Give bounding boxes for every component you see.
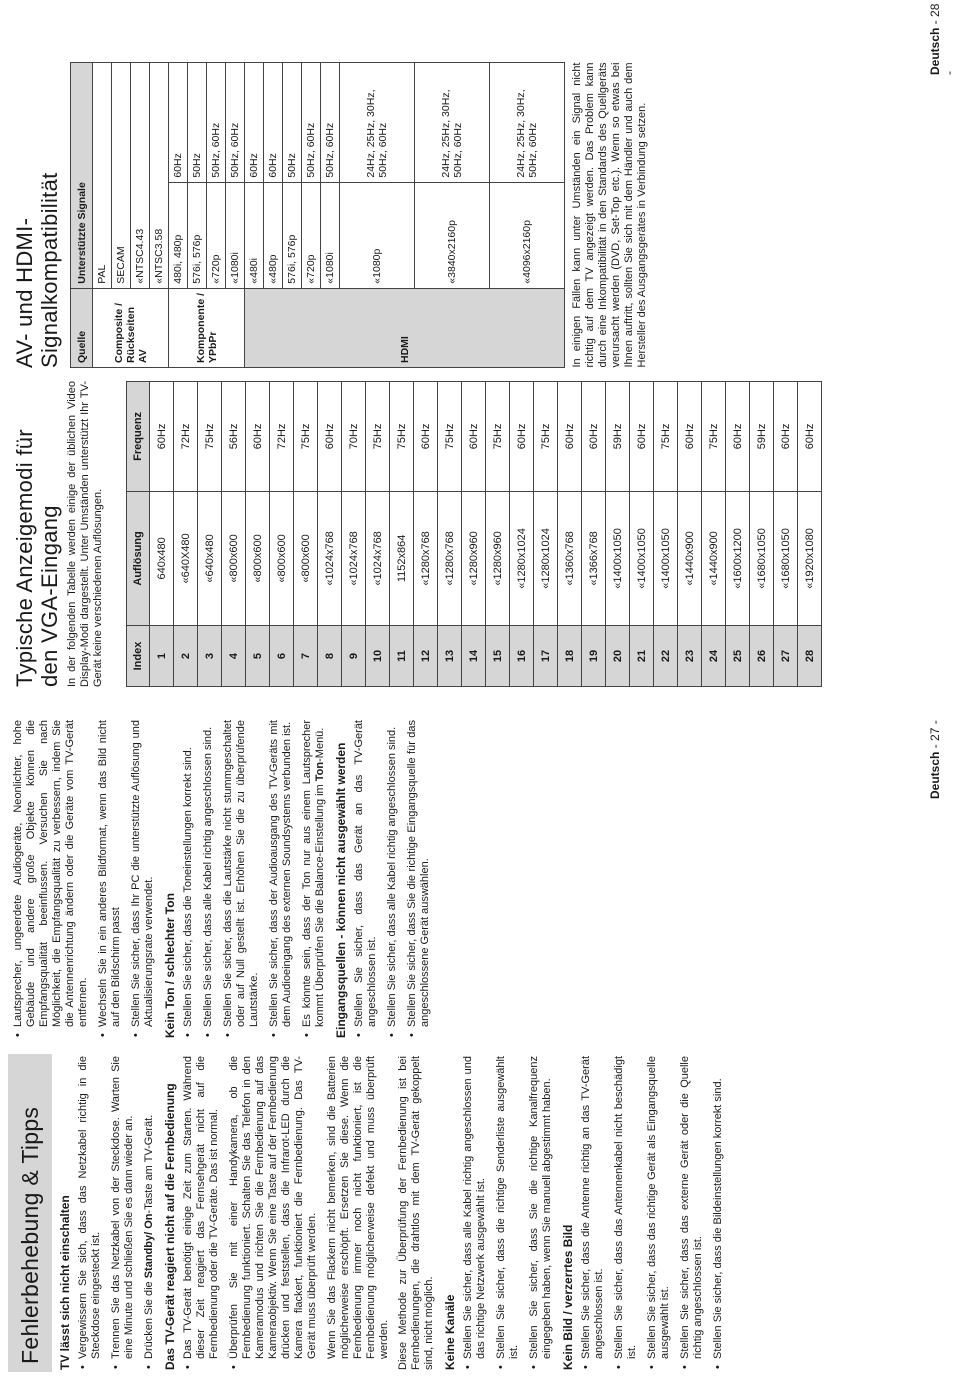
- cell-signal: SECAM: [112, 63, 131, 289]
- cell-frequency: 75Hz: [390, 382, 414, 492]
- text: -Menü.: [314, 727, 326, 762]
- cell-frequency: 56Hz: [222, 382, 246, 492]
- list-item: • Stellen Sie sicher, dass Sie die richtige Kanalfrequenz eingegeben haben, wenn Sie manuell abgestimmt haben.: [528, 1056, 554, 1370]
- cell-frequency: 24Hz, 25Hz, 30Hz, 50Hz, 60Hz: [490, 63, 565, 183]
- cell-frequency: 75Hz: [294, 382, 318, 492]
- page-number-28: [928, 0, 956, 75]
- list-item: • Stellen Sie sicher, dass der Audioausgang des TV-Geräts mit dem Audioeingang des externen Soundsystems verbunden ist.: [268, 720, 294, 1038]
- cell-index: 3: [198, 626, 222, 687]
- cell-frequency: 72Hz: [174, 382, 198, 492]
- table-row: [318, 382, 342, 687]
- list-item: • Stellen Sie sicher, dass das externe Gerät oder die Quelle richtig angeschlossen ist.: [679, 1056, 705, 1370]
- table-header-row: [127, 382, 150, 687]
- table-row: [93, 63, 112, 368]
- footer-page: - 27 -: [928, 720, 942, 749]
- list-item: [143, 1056, 156, 1370]
- cell-resolution: «1280x1024: [510, 491, 534, 625]
- cell-index: 20: [606, 626, 630, 687]
- cell-resolution: «640x480: [198, 491, 222, 625]
- cell-frequency: 60Hz: [798, 382, 822, 492]
- cell-frequency: 60Hz: [582, 382, 606, 492]
- cell-resolution: «800x600: [246, 491, 270, 625]
- table-row: [630, 382, 654, 687]
- table-row: [366, 382, 390, 687]
- cell-index: 2: [174, 626, 198, 687]
- cell-resolution: «1440x900: [702, 491, 726, 625]
- list-item: • Stellen Sie sicher, dass alle Kabel richtig angeschlossen sind.: [202, 720, 215, 1038]
- list-item: • Stellen Sie sicher, dass das richtige Gerät als Eingangsquelle ausgewählt ist.: [646, 1056, 672, 1370]
- standby-key-label: Standby/ On: [143, 1213, 155, 1279]
- cell-mode: «3840x2160p: [415, 182, 490, 288]
- list-item: • Stellen Sie sicher, dass alle Kabel richtig angeschlossen und das richtige Netzwerk ausgewählt ist.: [462, 1056, 488, 1370]
- cell-resolution: «1280x960: [462, 491, 486, 625]
- cell-mode: «1080i: [321, 182, 340, 288]
- cell-frequency: 75Hz: [366, 382, 390, 492]
- list-item: • Wechseln Sie in ein anderes Bildformat, wenn das Bild nicht auf den Bildschirm passt: [97, 720, 123, 1038]
- table-row: [582, 382, 606, 687]
- list-no-picture: [580, 1056, 725, 1370]
- cell-index: 1: [150, 626, 174, 687]
- list-item: • Stellen Sie sicher, dass die Lautstärke nicht stummgeschaltet oder auf Null gestellt ist. Erhöhen Sie die zu überprüfende Lautstärke.: [222, 720, 261, 1038]
- cell-resolution: «1440x900: [678, 491, 702, 625]
- cell-frequency: 60Hz: [264, 63, 283, 183]
- text: Es könnte sein, dass der Ton nur aus einem Lautsprecher kommt Überprüfen Sie die Balance-Einstellung im: [301, 720, 326, 1027]
- table-row: [678, 382, 702, 687]
- source-composite: Composite / Rückseiten AV: [93, 288, 169, 367]
- cell-frequency: 60Hz: [774, 382, 798, 492]
- cell-index: 23: [678, 626, 702, 687]
- troubleshooting-column-1: [58, 1056, 732, 1370]
- column-header-index: Index: [127, 626, 150, 687]
- list-remote: [182, 1056, 319, 1370]
- cell-mode: «4096x2160p: [490, 182, 565, 288]
- table-row: [558, 382, 582, 687]
- cell-frequency: 59Hz: [750, 382, 774, 492]
- table-row: [246, 382, 270, 687]
- source-hdmi: HDMI: [245, 288, 565, 367]
- paragraph: Wenn Sie das Flackern nicht bemerken, sind die Batterien möglicherweise erschöpft. Ersetzen Sie diese. Wenn die Fernbedienung immer noch nicht funktioniert, ist die Fernbedienung möglicherweise defekt und muss überprüft werden.: [326, 1056, 390, 1359]
- list-item: • Stellen Sie sicher, dass die Antenne richtig an das TV-Gerät angeschlossen ist.: [580, 1056, 606, 1370]
- cell-frequency: 75Hz: [486, 382, 510, 492]
- table-row: [438, 382, 462, 687]
- cell-resolution: «1366x768: [582, 491, 606, 625]
- cell-resolution: «1280x768: [438, 491, 462, 625]
- cell-resolution: «1400x1050: [606, 491, 630, 625]
- cell-frequency: 50Hz, 60Hz: [321, 63, 340, 183]
- cell-index: 21: [630, 626, 654, 687]
- text: Drücken Sie die: [143, 1278, 155, 1359]
- list-item: • Trennen Sie das Netzkabel von der Steckdose. Warten Sie eine Minute und schließen Sie es dann wieder an.: [110, 1056, 136, 1370]
- text: -Taste am TV-Gerät.: [143, 1114, 155, 1214]
- cell-frequency: 60Hz: [246, 382, 270, 492]
- source-component: Komponente / YPbPr: [169, 288, 245, 367]
- cell-frequency: 60Hz: [630, 382, 654, 492]
- av-hdmi-table: [70, 62, 649, 368]
- cell-frequency: 70Hz: [342, 382, 366, 492]
- cell-frequency: 60Hz: [414, 382, 438, 492]
- cell-index: 8: [318, 626, 342, 687]
- table-row: [606, 382, 630, 687]
- list-item: • Stellen Sie sicher, dass das Gerät an das TV-Gerät angeschlossen ist.: [353, 720, 379, 1038]
- table-row: [390, 382, 414, 687]
- cell-frequency: 50Hz, 60Hz: [302, 63, 321, 183]
- cell-frequency: 60Hz: [169, 63, 188, 183]
- list-input-sources: [353, 720, 432, 1038]
- cell-signal: «NTSC3.58: [150, 63, 169, 289]
- cell-frequency: 50Hz, 60Hz: [226, 63, 245, 183]
- vga-intro: In der folgenden Tabelle werden einige der üblichen Video Display-Modi dargestellt. Unter Umständen unterstützt Ihr TV-Gerät keine verschiedenen Auflösungen.: [66, 381, 104, 687]
- cell-resolution: «640X480: [174, 491, 198, 625]
- cell-index: 11: [390, 626, 414, 687]
- cell-resolution: «1280x960: [486, 491, 510, 625]
- list-item: • Überprüfen Sie mit einer Handykamera, ob die Fernbedienung funktioniert. Schalten Sie das Telefon in den Kameramodus und richten Sie die Fernbedienung auf das Kameraobjektiv. Wenn Sie eine Taste auf der Fernbedienung drücken und feststellen, dass die Infrarot-LED durch die Kamera flackert, funktioniert die Fernbedienung. Das TV-Gerät muss überprüft werden.: [228, 1056, 319, 1370]
- page-title: Fehlerbehebung & Tipps: [17, 1106, 43, 1364]
- cell-mode: 480i, 480p: [169, 182, 188, 288]
- cell-mode: «480i: [245, 182, 264, 288]
- cell-index: 22: [654, 626, 678, 687]
- table-row: [654, 382, 678, 687]
- cell-frequency: 60Hz: [318, 382, 342, 492]
- cell-index: 16: [510, 626, 534, 687]
- table-row: [294, 382, 318, 687]
- cell-index: 27: [774, 626, 798, 687]
- column-header-frequency: Frequenz: [127, 382, 150, 492]
- cell-resolution: «1680x1050: [774, 491, 798, 625]
- table-header-row: [71, 63, 93, 368]
- heading-no-sound: Kein Ton / schlechter Ton: [163, 893, 177, 1038]
- av-section-title: AV- und HDMI-Signalkompatibilität: [12, 172, 62, 368]
- list-reception: [12, 720, 156, 1038]
- cell-index: 7: [294, 626, 318, 687]
- cell-index: 10: [366, 626, 390, 687]
- cell-frequency: 60Hz: [678, 382, 702, 492]
- list-item: • Das TV-Gerät benötigt einige Zeit zum Starten. Während dieser Zeit reagiert das Fernsehgerät nicht auf die Fernbedienung oder die TV-Geräte. Das ist normal.: [182, 1056, 221, 1370]
- page-number-27: [928, 720, 942, 799]
- footer-language: Deutsch: [928, 27, 942, 75]
- table-row: [342, 382, 366, 687]
- list-no-channels: [462, 1056, 554, 1370]
- heading-no-picture: Kein Bild / verzerrtes Bild: [561, 1224, 575, 1370]
- table-row: [174, 382, 198, 687]
- cell-resolution: «1360x768: [558, 491, 582, 625]
- table-row: [750, 382, 774, 687]
- table-row: [565, 63, 650, 368]
- heading-input-sources: Eingangsquellen - können nicht ausgewählt werden: [334, 742, 348, 1038]
- cell-frequency: 50Hz: [283, 63, 302, 183]
- cell-index: 6: [270, 626, 294, 687]
- sound-menu-label: Ton: [314, 761, 326, 782]
- cell-index: 15: [486, 626, 510, 687]
- cell-frequency: 75Hz: [534, 382, 558, 492]
- column-header-source: Quelle: [71, 288, 93, 367]
- footer-language: Deutsch: [928, 751, 942, 799]
- cell-frequency: 60Hz: [245, 63, 264, 183]
- cell-frequency: 60Hz: [726, 382, 750, 492]
- cell-mode: «720p: [302, 182, 321, 288]
- table-row: [150, 382, 174, 687]
- cell-frequency: 75Hz: [654, 382, 678, 492]
- cell-index: 12: [414, 626, 438, 687]
- cell-index: 18: [558, 626, 582, 687]
- cell-index: 5: [246, 626, 270, 687]
- list-item: [301, 720, 327, 1038]
- table-row: [169, 63, 188, 368]
- vga-section-title: Typische Anzeigemodi für den VGA-Eingang: [12, 429, 62, 687]
- cell-signal: «NTSC4.43: [131, 63, 150, 289]
- cell-resolution: 1152x864: [390, 491, 414, 625]
- cell-frequency: 60Hz: [150, 382, 174, 492]
- cell-resolution: «1024x768: [366, 491, 390, 625]
- cell-index: 17: [534, 626, 558, 687]
- cell-index: 19: [582, 626, 606, 687]
- table-row: [414, 382, 438, 687]
- table-row: [702, 382, 726, 687]
- table-row: [510, 382, 534, 687]
- cell-mode: 576i, 576p: [283, 182, 302, 288]
- cell-mode: «1080p: [340, 182, 415, 288]
- table-row: [270, 382, 294, 687]
- paragraph: Diese Methode zur Überprüfung der Fernbedienung ist bei Fernbedienungen, die drahtlos mit dem TV-Gerät gekoppelt sind, nicht möglich.: [397, 1056, 435, 1370]
- cell-index: 9: [342, 626, 366, 687]
- av-table-body: [93, 63, 650, 368]
- cell-index: 4: [222, 626, 246, 687]
- cell-index: 13: [438, 626, 462, 687]
- list-item: • Stellen Sie sicher, dass alle Kabel richtig angeschlossen sind.: [386, 720, 399, 1038]
- cell-resolution: «1400x1050: [654, 491, 678, 625]
- column-header-resolution: Auflösung: [127, 491, 150, 625]
- cell-resolution: «800x600: [222, 491, 246, 625]
- list-no-power: [77, 1056, 156, 1370]
- list-item: • Stellen Sie sicher, dass die Toneinstellungen korrekt sind.: [182, 720, 195, 1038]
- table-row: [726, 382, 750, 687]
- table-row: [486, 382, 510, 687]
- cell-resolution: «1680x1050: [750, 491, 774, 625]
- cell-frequency: 60Hz: [462, 382, 486, 492]
- column-header-signals: Unterstützte Signale: [71, 63, 93, 289]
- cell-signal: PAL: [93, 63, 112, 289]
- page-title-band: [8, 1054, 52, 1372]
- list-item: • Stellen Sie sicher, dass das Antennenkabel nicht beschädigt ist.: [613, 1056, 639, 1370]
- heading-no-channels: Keine Kanäle: [443, 1294, 457, 1370]
- cell-mode: «720p: [207, 182, 226, 288]
- cell-frequency: 75Hz: [438, 382, 462, 492]
- page-27: [0, 690, 950, 1379]
- cell-frequency: 50Hz, 60Hz: [207, 63, 226, 183]
- cell-mode: «480p: [264, 182, 283, 288]
- cell-frequency: 72Hz: [270, 382, 294, 492]
- cell-resolution: «1400x1050: [630, 491, 654, 625]
- cell-mode: 576i, 576p: [188, 182, 207, 288]
- vga-table-body: [150, 382, 822, 687]
- cell-frequency: 24Hz, 25Hz, 30Hz, 50Hz, 60Hz: [415, 63, 490, 183]
- cell-resolution: «800x600: [270, 491, 294, 625]
- list-item: • Lautsprecher, ungeerdete Audiogeräte, Neonlichter, hohe Gebäude und andere große Objekte können die Empfangsqualität beeinflussen. Versuchen Sie nach Möglichkeit, die Empfangsqualität zu verbessern, indem Sie die Antennenrichtung ändern oder die Geräte vom TV-Gerät entfernen.: [12, 720, 90, 1038]
- cell-resolution: «1920x1080: [798, 491, 822, 625]
- table-row: [774, 382, 798, 687]
- table-row: [534, 382, 558, 687]
- table-row: [245, 63, 264, 368]
- list-item: • Stellen Sie sicher, dass die richtige Senderliste ausgewählt ist.: [495, 1056, 521, 1370]
- cell-frequency: 24Hz, 25Hz, 30Hz, 50Hz, 60Hz: [340, 63, 415, 183]
- cell-resolution: 640x480: [150, 491, 174, 625]
- cell-index: 25: [726, 626, 750, 687]
- cell-resolution: «800x600: [294, 491, 318, 625]
- cell-resolution: «1024x768: [342, 491, 366, 625]
- troubleshooting-column-2: [12, 720, 439, 1038]
- cell-resolution: «1280x1024: [534, 491, 558, 625]
- cell-frequency: 59Hz: [606, 382, 630, 492]
- table-row: [222, 382, 246, 687]
- list-item: • Stellen Sie sicher, dass Ihr PC die unterstützte Auflösung und Aktualisierungsrate verwendet.: [130, 720, 156, 1038]
- table-row: [198, 382, 222, 687]
- table-row: [798, 382, 822, 687]
- cell-mode: «1080i: [226, 182, 245, 288]
- list-no-sound: [182, 720, 327, 1038]
- cell-index: 28: [798, 626, 822, 687]
- list-item: • Stellen Sie sicher, dass Sie die richtige Eingangsquelle für das angeschlossene Gerät auswählen.: [406, 720, 432, 1038]
- heading-no-power: TV lässt sich nicht einschalten: [58, 1195, 72, 1370]
- cell-resolution: «1024x768: [318, 491, 342, 625]
- cell-frequency: 75Hz: [702, 382, 726, 492]
- table-row: [462, 382, 486, 687]
- list-item: • Stellen Sie sicher, dass die Bildeinstellungen korrekt sind.: [712, 1056, 725, 1370]
- cell-index: 26: [750, 626, 774, 687]
- cell-resolution: «1280x768: [414, 491, 438, 625]
- compatibility-note: In einigen Fällen kann unter Umständen ein Signal nicht richtig auf dem TV angezeigt werden. Das Problem kann durch eine Inkompatibilität in den Standards des Quellgeräts verursacht werden (DVD, Set-Top etc.). Wenn so etwas bei Ihnen auftritt, sollten Sie sich mit dem Händler und auch dem Hersteller des Ausgangsgerätes in Verbindung setzen.: [571, 62, 648, 368]
- vga-modes-table: [126, 381, 822, 687]
- cell-frequency: 75Hz: [198, 382, 222, 492]
- cell-frequency: 60Hz: [558, 382, 582, 492]
- cell-index: 24: [702, 626, 726, 687]
- cell-index: 14: [462, 626, 486, 687]
- cell-resolution: «1600x1200: [726, 491, 750, 625]
- heading-remote: Das TV-Gerät reagiert nicht auf die Fernbedienung: [163, 1083, 177, 1370]
- list-item: • Vergewissern Sie sich, dass das Netzkabel richtig in die Steckdose eingesteckt ist.: [77, 1056, 103, 1370]
- cell-frequency: 50Hz: [188, 63, 207, 183]
- footer-page: - 28 -: [928, 3, 956, 75]
- cell-frequency: 60Hz: [510, 382, 534, 492]
